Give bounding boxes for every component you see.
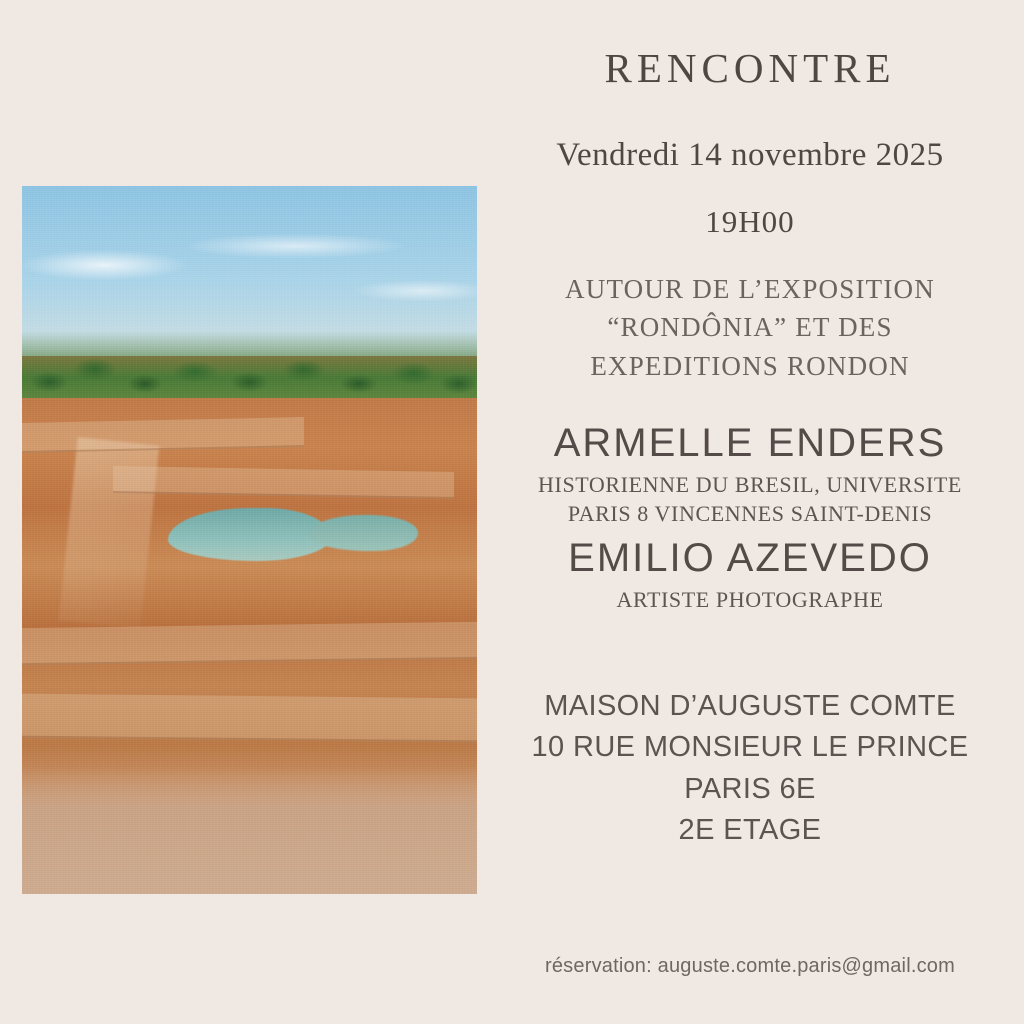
speaker-name-secondary: EMILIO AZEVEDO (568, 536, 932, 581)
venue-line: PARIS 6E (684, 772, 816, 805)
speaker-name-primary: ARMELLE ENDERS (553, 421, 947, 466)
photo-clouds (22, 214, 477, 341)
speaker-role-line: ARTISTE PHOTOGRAPHE (616, 587, 884, 613)
speaker-role-secondary (490, 585, 1010, 614)
event-date: Vendredi 14 novembre 2025 (556, 137, 944, 174)
poster-text-column (490, 0, 1010, 1024)
event-subject-line: “RONDÔNIA” ET DES (607, 312, 893, 343)
photo-terrace (22, 622, 477, 666)
venue-block (490, 686, 1010, 851)
reservation-contact[interactable]: réservation: auguste.comte.paris@gmail.com (545, 955, 955, 977)
event-time: 19H00 (705, 204, 795, 240)
photo-terrace (22, 417, 304, 453)
photo-pond-secondary (309, 515, 418, 550)
venue-line: 10 RUE MONSIEUR LE PRINCE (531, 731, 969, 764)
speaker-role-primary (490, 470, 1010, 528)
event-subject (490, 270, 1010, 385)
speaker-role-line: PARIS 8 VINCENNES SAINT-DENIS (567, 501, 933, 527)
poster-title: RENCONTRE (604, 45, 896, 91)
event-subject-line: EXPEDITIONS RONDON (590, 350, 910, 381)
event-subject-line: AUTOUR DE L’EXPOSITION (565, 274, 935, 305)
speaker-role-line: HISTORIENNE DU BRESIL, UNIVERSITE (538, 472, 962, 498)
venue-line: 2E ETAGE (678, 813, 822, 846)
photo-pond (168, 508, 332, 561)
photo-illustration (22, 186, 477, 894)
photo-terrace (22, 693, 477, 742)
photo-foreground (22, 767, 477, 894)
venue-line: MAISON D’AUGUSTE COMTE (544, 690, 956, 723)
